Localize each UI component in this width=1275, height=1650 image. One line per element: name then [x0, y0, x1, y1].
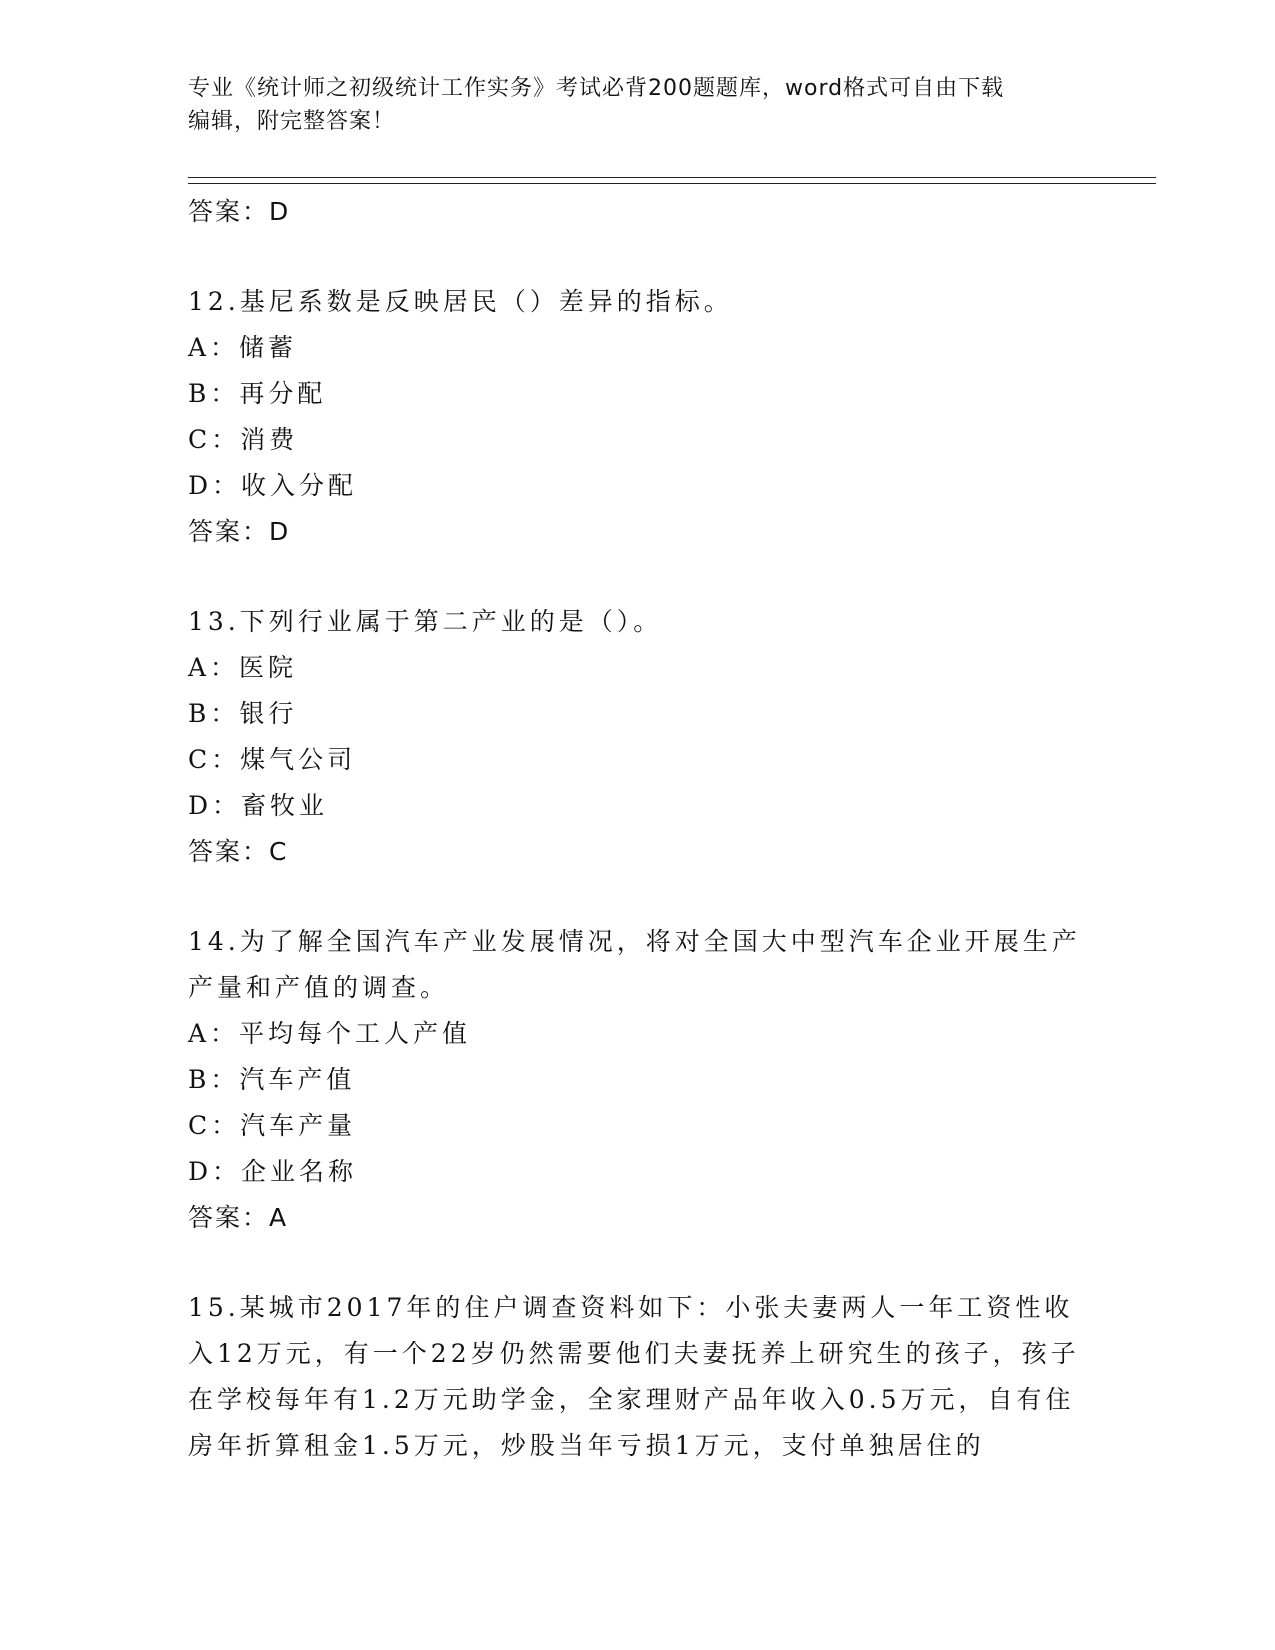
- question-stem: 12.基尼系数是反映居民（）差异的指标。: [188, 287, 733, 316]
- question-12: [188, 279, 1088, 555]
- question-13: [188, 599, 1088, 875]
- document-header: [188, 72, 1088, 138]
- option-b: B：银行: [188, 699, 298, 728]
- option-d: D：畜牧业: [188, 791, 329, 820]
- header-rule-bottom: [188, 183, 1156, 184]
- header-line-1: 专业《统计师之初级统计工作实务》考试必背200题题库，word格式可自由下载: [188, 76, 1005, 101]
- option-a: A：医院: [188, 653, 298, 682]
- question-14: [188, 919, 1088, 1241]
- question-stem: 15.某城市2017年的住户调查资料如下：小张夫妻两人一年工资性收入12万元，有一个22岁仍然需要他们夫妻抚养上研究生的孩子，孩子在学校每年有1.2万元助学金，全家理财产品年收入0.5万元，自有住房年折算租金1.5万元，炒股当年亏损1万元，支付单独居住的: [188, 1293, 1080, 1460]
- option-c: C：消费: [188, 425, 299, 454]
- option-c: C：汽车产量: [188, 1111, 357, 1140]
- option-b: B：再分配: [188, 379, 327, 408]
- question-stem: 14.为了解全国汽车产业发展情况，将对全国大中型汽车企业开展生产产量和产值的调查。: [188, 927, 1081, 1002]
- option-a: A：平均每个工人产值: [188, 1019, 472, 1048]
- header-line-2: 编辑，附完整答案！: [188, 109, 396, 134]
- option-d: D：收入分配: [188, 471, 358, 500]
- question-15: [188, 1285, 1088, 1469]
- answer-label: 答案：A: [188, 1203, 289, 1232]
- question-stem: 13.下列行业属于第二产业的是（）。: [188, 607, 663, 636]
- option-c: C：煤气公司: [188, 745, 357, 774]
- answer-label: 答案：C: [188, 837, 289, 866]
- answer-label: 答案：D: [188, 517, 291, 546]
- option-d: D：企业名称: [188, 1157, 358, 1186]
- option-b: B：汽车产值: [188, 1065, 356, 1094]
- previous-answer: 答案：D: [188, 197, 291, 226]
- header-rule-top: [188, 177, 1156, 178]
- question-list: [188, 189, 1088, 1469]
- option-a: A：储蓄: [188, 333, 298, 362]
